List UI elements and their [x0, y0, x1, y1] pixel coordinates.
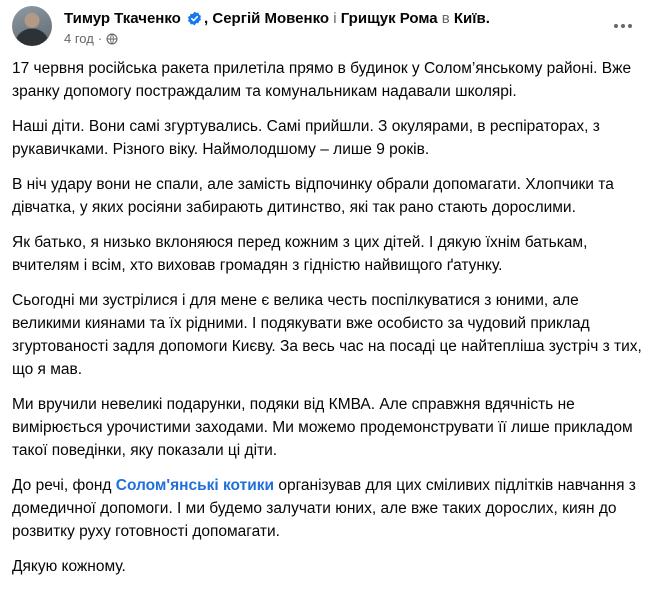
tagged-user-link-1[interactable]: Сергій Мовенко [212, 10, 330, 27]
post-paragraph: Дякую кожному. [12, 558, 126, 575]
post-paragraph: Як батько, я низько вклоняюся перед кожним з цих дітей. І дякую їхнім батькам, вчителям і всім, хто виховав громадян з гідністю найвищого ґатунку. [12, 234, 588, 274]
verified-badge-icon [187, 11, 202, 26]
post-paragraph: В ніч удару вони не спали, але замість відпочинку обрали допомагати. Хлопчики та дівчатка, у яких росіяни забирають дитинство, які так рано стають дорослими. [12, 176, 614, 216]
post-attribution [64, 9, 490, 28]
paragraph-text: До речі, фонд [12, 477, 116, 494]
location-link[interactable]: Київ [453, 10, 486, 27]
page-mention-link[interactable]: Солом'янські котики [115, 477, 275, 494]
post-paragraph: Наші діти. Вони самі згуртувались. Самі прийшли. З окулярами, в респіраторах, з рукавичками. Різного віку. Наймолодшому – лише 9 років. [12, 118, 600, 158]
tagged-user-link-2[interactable]: Грищук Рома [340, 10, 438, 27]
location-prefix: в [441, 10, 450, 27]
author-name-link[interactable]: Тимур Ткаченко [64, 10, 181, 27]
more-dot [628, 24, 632, 28]
meta-separator: · [97, 31, 103, 46]
post-timestamp[interactable]: 4 год [64, 31, 94, 46]
post-options-button[interactable] [605, 8, 641, 44]
post-paragraph: Ми вручили невеликі подарунки, подяки від КМВА. Але справжня вдячність не вимірюється урочистими заходами. Ми можемо продемонструвати її лише прикладом такої поведінки, яку показали ці діти. [12, 396, 633, 459]
author-avatar[interactable] [12, 6, 52, 46]
post-paragraph: Сьогодні ми зустрілися і для мене є велика честь поспілкуватися з юними, але великими киянами та їх рідними. І подякувати вже особисто за чудовий приклад згуртованості задля допомоги Києву. За весь час на посаді це найтепліша зустріч з тих, що я мав. [12, 292, 642, 378]
post-paragraph [12, 474, 642, 543]
more-dot [621, 24, 625, 28]
more-horizontal-icon [614, 24, 618, 28]
attribution-comma: , [204, 10, 209, 27]
globe-icon[interactable] [106, 33, 118, 45]
post-header [12, 6, 641, 54]
attribution-and: і [333, 10, 337, 27]
attribution-period: . [485, 10, 490, 27]
post-paragraph: 17 червня російська ракета прилетіла прямо в будинок у Солом’янському районі. Вже зранку допомогу постраждалим та комунальникам надавали школярі. [12, 60, 632, 100]
paragraph-text: організував для цих сміливих підлітків навчання з домедичної допомоги. І ми будемо залучати юних, але вже таких дорослих, киян до розвитку руху готовності допомагати. [12, 477, 636, 540]
post-body [12, 57, 642, 590]
post-meta [64, 31, 118, 47]
